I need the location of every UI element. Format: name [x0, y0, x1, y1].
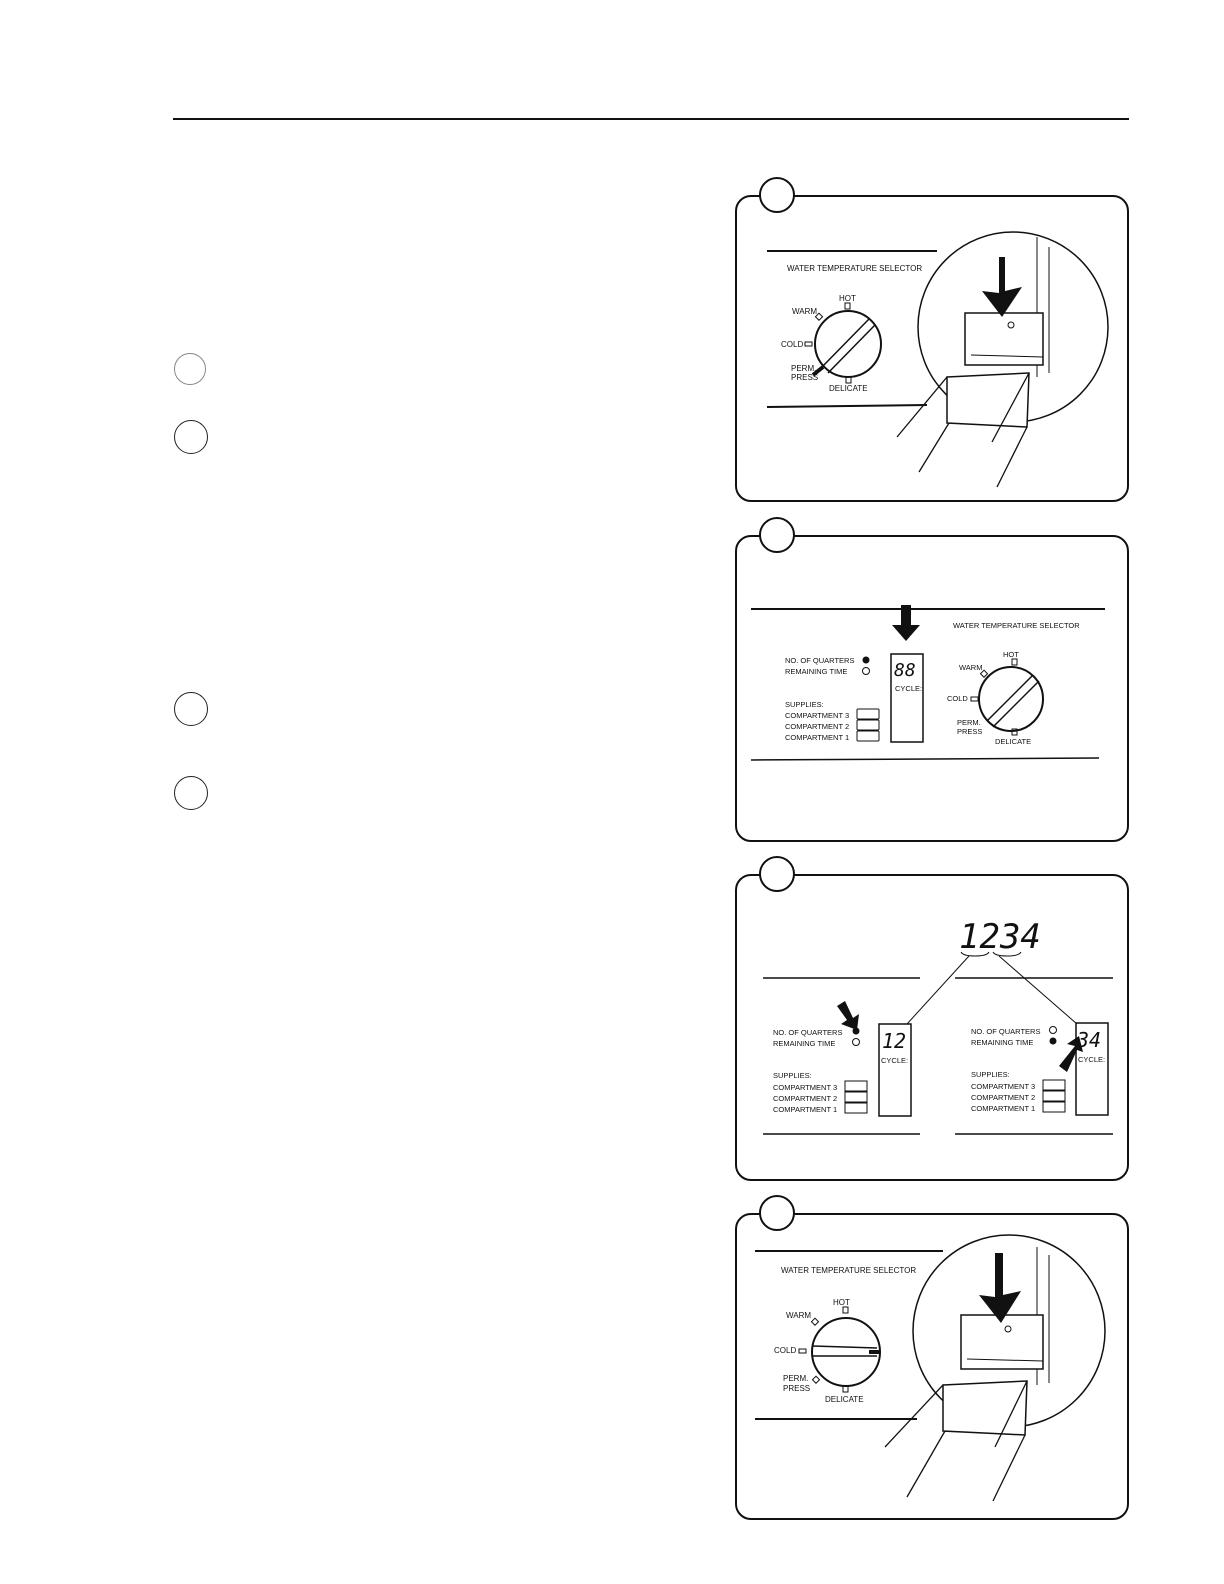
panel-1-illustration [737, 197, 1131, 504]
panel-label: COMPARTMENT 1 [785, 733, 850, 742]
panel-label: COLD [947, 694, 968, 703]
panel-label: REMAINING TIME [773, 1039, 836, 1048]
panel-4-illustration [737, 1215, 1131, 1522]
panel-label: HOT [1003, 650, 1019, 659]
figure-panel-3 [735, 874, 1129, 1181]
big-display: 1234 [959, 917, 1041, 957]
panel-label: PERM. [783, 1374, 809, 1383]
panel-label: SUPPLIES: [971, 1070, 1010, 1079]
panel-label: DELICATE [995, 737, 1032, 746]
panel-label: COMPARTMENT 1 [773, 1105, 838, 1114]
header-rule [173, 118, 1129, 120]
panel-label: HOT [833, 1298, 850, 1307]
panel-label: 88 [894, 660, 916, 681]
panel-label: DELICATE [829, 384, 868, 393]
panel-label: 12 [882, 1029, 907, 1053]
panel-label: REMAINING TIME [785, 667, 848, 676]
panel-label: PRESS [783, 1384, 811, 1393]
panel-label: COMPARTMENT 3 [785, 711, 850, 720]
panel-label: SUPPLIES: [785, 700, 824, 709]
panel-label: NO. OF QUARTERS [785, 656, 855, 665]
panel-label: CYCLE: [1078, 1055, 1106, 1064]
panel-label: COMPARTMENT 2 [773, 1094, 838, 1103]
panel-label: WATER TEMPERATURE SELECTOR [953, 621, 1080, 630]
panel-label: 34 [1077, 1028, 1102, 1052]
panel-2-illustration [737, 537, 1131, 844]
step-marker-4 [174, 776, 208, 810]
panel-label: COMPARTMENT 2 [785, 722, 850, 731]
panel-label: NO. OF QUARTERS [773, 1028, 843, 1037]
panel-label: COMPARTMENT 2 [971, 1093, 1036, 1102]
panel-label: PRESS [791, 373, 819, 382]
panel-label: DELICATE [825, 1395, 864, 1404]
selector-title: WATER TEMPERATURE SELECTOR [787, 264, 923, 273]
panel-label: SUPPLIES: [773, 1071, 812, 1080]
figure-number-tab-4 [759, 1195, 795, 1231]
panel-label: WARM [786, 1311, 812, 1320]
panel-label: PERM. [957, 718, 981, 727]
step-marker-3 [174, 692, 208, 726]
panel-label: WARM [959, 663, 983, 672]
panel-label: COLD [774, 1346, 797, 1355]
panel-label: COMPARTMENT 3 [773, 1083, 838, 1092]
panel-label: WATER TEMPERATURE SELECTOR [781, 1266, 917, 1275]
panel-label: NO. OF QUARTERS [971, 1027, 1041, 1036]
panel-label: PERM. [791, 364, 817, 373]
figure-number-tab-1 [759, 177, 795, 213]
figure-number-tab-2 [759, 517, 795, 553]
panel-3-illustration [737, 876, 1131, 1183]
panel-label: CYCLE: [895, 684, 923, 693]
figure-panel-2 [735, 535, 1129, 842]
step-marker-1 [174, 353, 206, 385]
panel-label: COMPARTMENT 3 [971, 1082, 1036, 1091]
step-marker-2 [174, 420, 208, 454]
figure-panel-4 [735, 1213, 1129, 1520]
panel-label: PRESS [957, 727, 983, 736]
panel-label: COLD [781, 340, 804, 349]
panel-label: CYCLE: [881, 1056, 909, 1065]
panel-label: COMPARTMENT 1 [971, 1104, 1036, 1113]
figure-panel-1 [735, 195, 1129, 502]
figure-number-tab-3 [759, 856, 795, 892]
panel-label: REMAINING TIME [971, 1038, 1034, 1047]
panel-label: WARM [792, 307, 818, 316]
temperature-dial [815, 311, 881, 377]
panel-label: HOT [839, 294, 856, 303]
